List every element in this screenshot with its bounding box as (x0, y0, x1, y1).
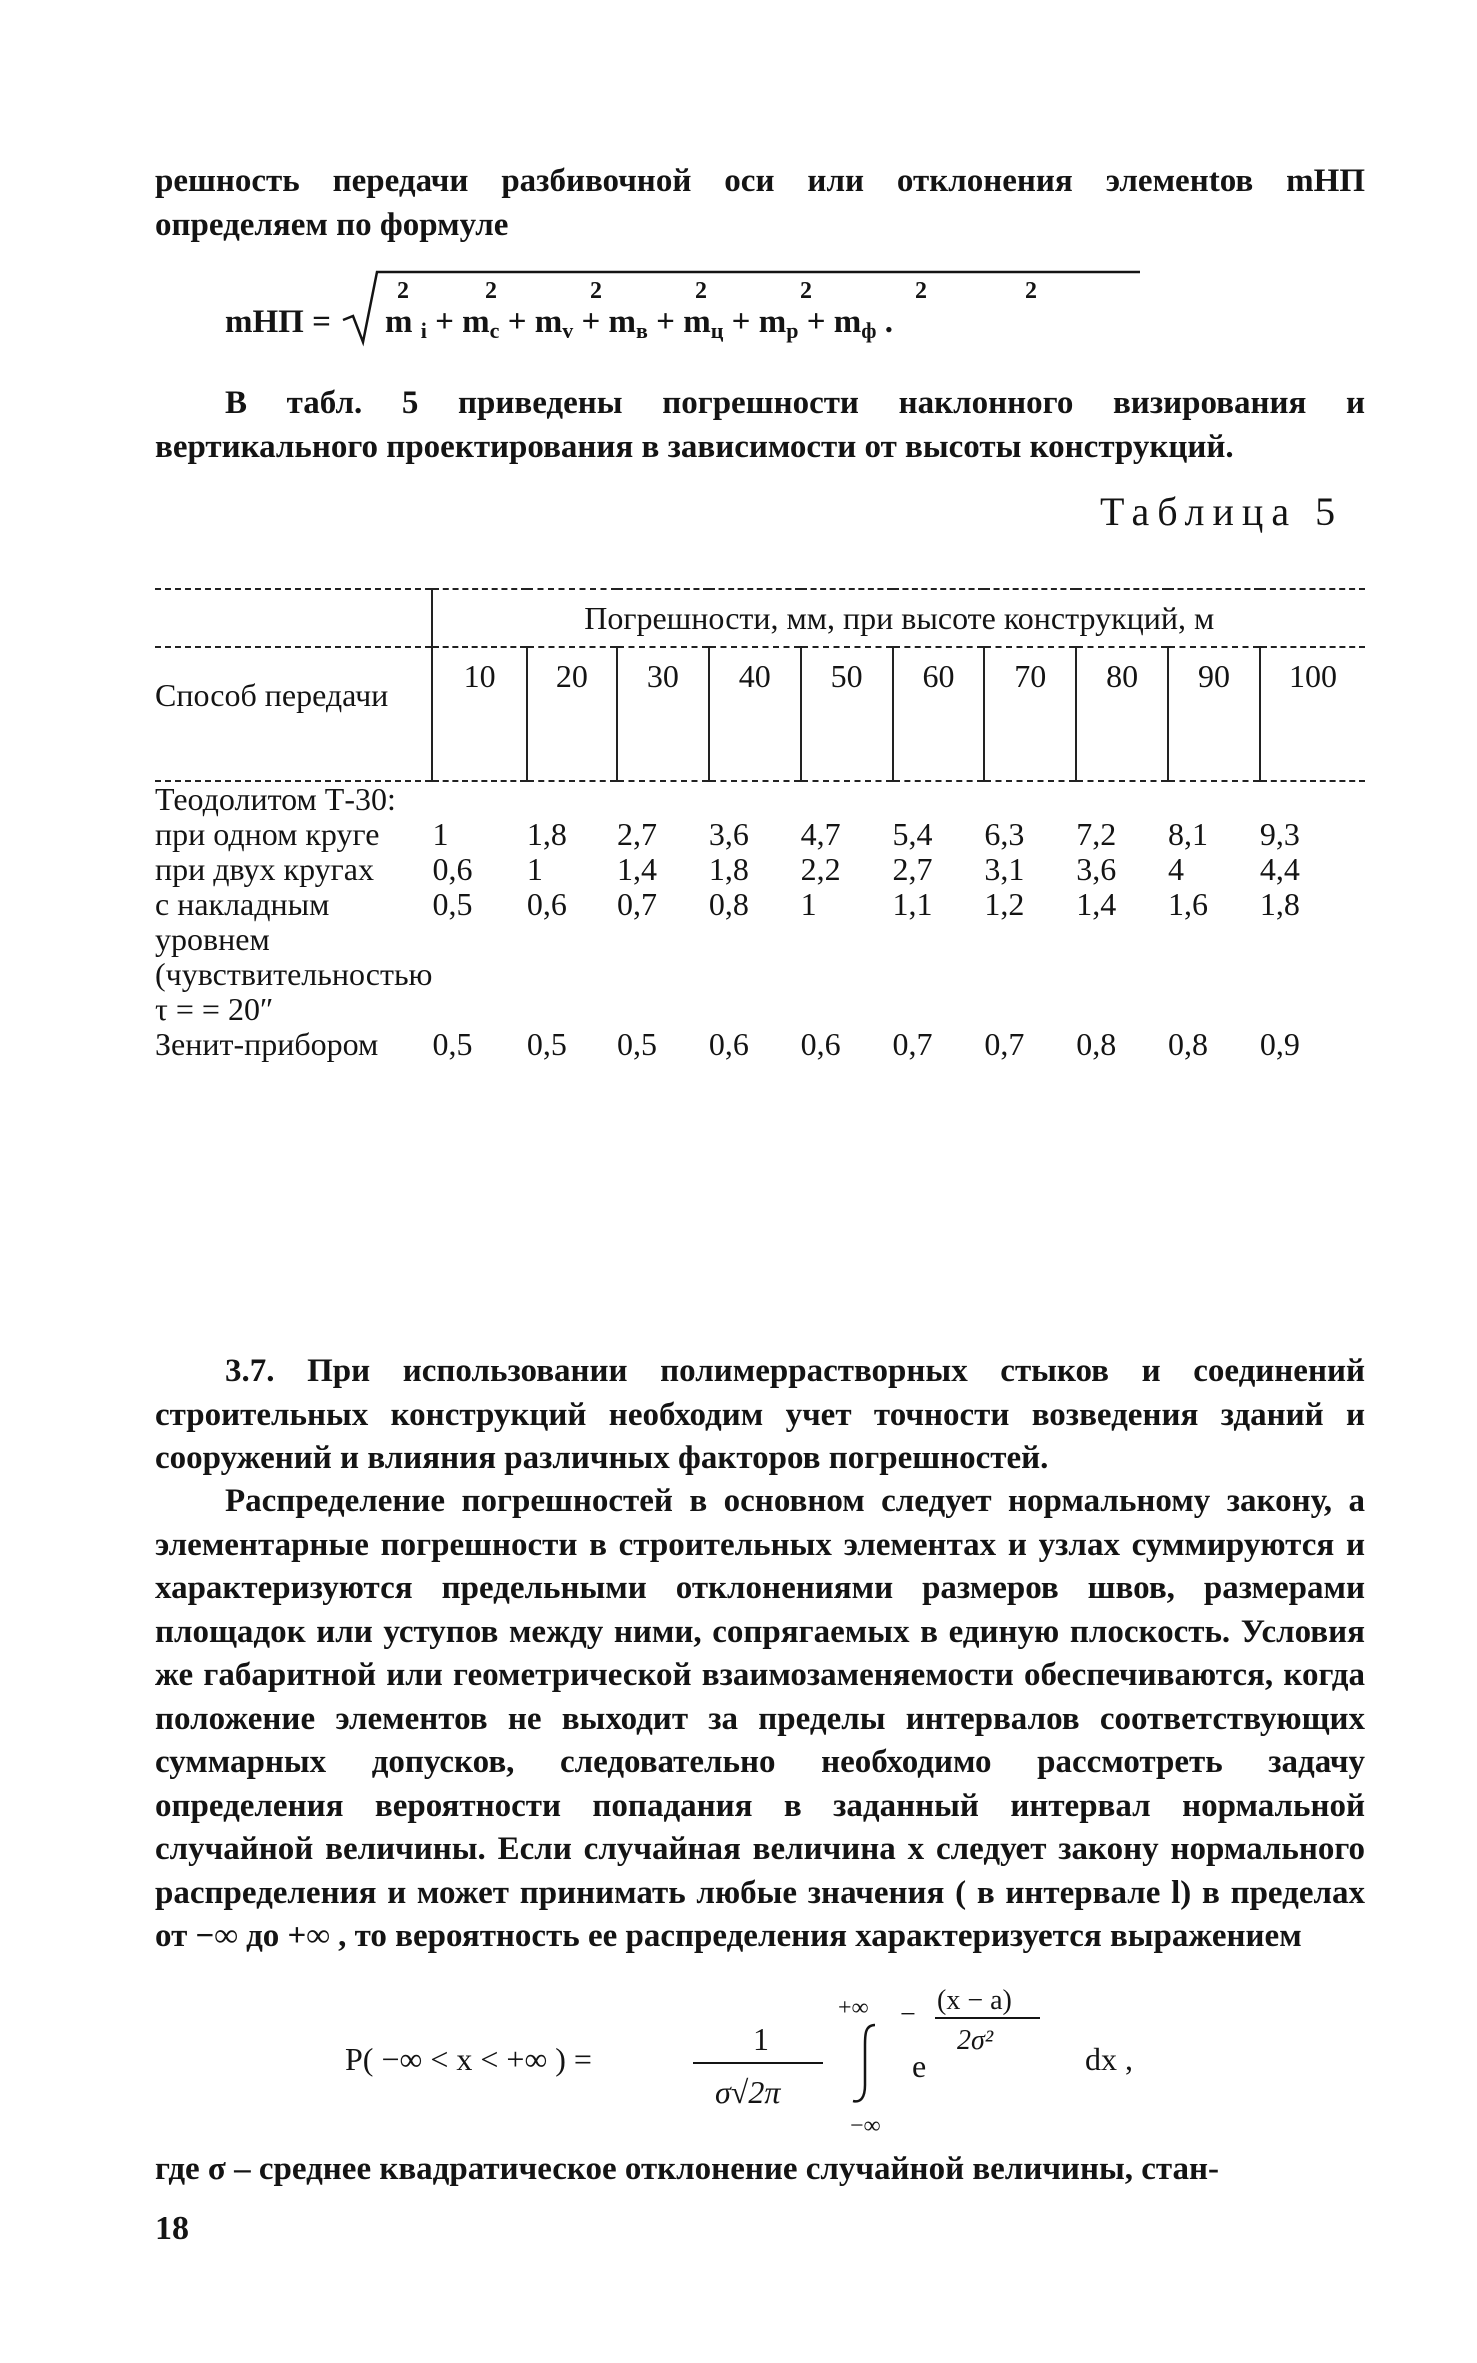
table-corner (155, 589, 432, 647)
table-cell: 0,7 (892, 1026, 933, 1062)
table-cell: 2,7 (892, 851, 933, 887)
height-header: 70 (984, 647, 1076, 781)
svg-text:2: 2 (695, 278, 707, 304)
formula-error-sum (225, 262, 1145, 361)
table-cell: 1 (526, 851, 543, 887)
table-cell: 0,5 (432, 886, 473, 922)
table-cell: 0,7 (616, 886, 657, 922)
table-cell: 0,9 (1259, 1026, 1300, 1062)
table-cell: 0,7 (984, 1026, 1025, 1062)
term-sub-2: v (562, 318, 574, 343)
table-cell: 0,5 (432, 1026, 473, 1062)
paragraph-sigma: где σ – среднее квадратическое отклонение случайной величины, стан- (155, 2151, 1219, 2187)
table-cell: 1,4 (616, 851, 657, 887)
formula2-diff: dx , (1085, 2041, 1133, 2077)
table-row (155, 1027, 1365, 1062)
table-cell: 0,5 (616, 1026, 657, 1062)
error-table (155, 588, 1365, 1062)
table-cell: 0,8 (708, 886, 749, 922)
table-cell: 0,6 (800, 1026, 841, 1062)
term-sub-4: ц (710, 318, 724, 343)
table-cell: 1,6 (1168, 886, 1209, 922)
term-sub-1: c (489, 318, 500, 343)
table-cell: 3,6 (1076, 851, 1117, 887)
table-cell: 0,8 (1076, 1026, 1117, 1062)
table-title: Таблица 5 (1100, 489, 1344, 534)
paragraph-formula-intro: решность передачи разбивочной оси или отклонения элеменtов mНП определяем по формуле (155, 163, 1365, 243)
table-cell: 1,2 (984, 886, 1025, 922)
table-cell: 1,8 (708, 851, 749, 887)
table-cell: 3,6 (708, 816, 749, 852)
table-cell: 0,5 (526, 1026, 567, 1062)
table-cell: 1 (800, 886, 817, 922)
formula1-lhs: mНП = (225, 304, 331, 340)
formula2-lhs: P( −∞ < x < +∞ ) = (345, 2041, 592, 2077)
height-header: 40 (709, 647, 801, 781)
exponent-minus: − (900, 1999, 916, 2030)
formula2-exp-denominator: 2σ² (957, 2025, 994, 2056)
height-header: 20 (527, 647, 617, 781)
paragraph-3-7: 3.7. При использовании полимеррастворных стыков и соединений строительных конструкций необходим учет точности возведения зданий и сооружений и влияния различных факторов погрешностей. (155, 1353, 1365, 1476)
svg-text:2: 2 (800, 278, 812, 304)
formula2-exp-numerator: (x − a) (937, 1985, 1012, 2016)
table-row (155, 817, 1365, 852)
height-header: 90 (1168, 647, 1260, 781)
table-row (155, 887, 1365, 1027)
term-sub-0: i (420, 318, 427, 343)
table-cell: 0,6 (526, 886, 567, 922)
table-row (155, 852, 1365, 887)
table-cell: 8,1 (1168, 816, 1209, 852)
table-cell: 0,6 (708, 1026, 749, 1062)
table-cell: 4 (1168, 851, 1185, 887)
svg-text:2: 2 (915, 278, 927, 304)
height-header: 100 (1260, 647, 1365, 781)
integral-lower: −∞ (850, 2113, 881, 2135)
svg-text:2: 2 (1025, 278, 1037, 304)
paragraph-distribution: Распределение погрешностей в основном следует нормальному закону, а элементарные погрешности в строительных элементах и узлах суммируются и характеризуются предельными отклонениями размеров швов, размерами площадок или уступов между ними, сопрягаемых в единую плоскость. Условия же габаритной или геометрической взаимозаменяемости обеспечиваются, когда положение элементов не выходит за пределы интервалов соответствующих суммарных допусков, следовательно необходимо рассмотреть задачу определения вероятности попадания в заданный интервал нормальной случайной величины. Если случайная величина x следует закону нормального распределения и может принимать любые значения ( в интервале l) в пределах от −∞ до +∞ , то вероятность ее распределения характеризуется выражением (155, 1483, 1365, 1954)
height-header: 30 (617, 647, 709, 781)
paragraph-table-intro: В табл. 5 приведены погрешности наклонного визирования и вертикального проектирования в зависимости от высоты конструкций. (155, 385, 1365, 465)
table-cell: 0,6 (432, 851, 473, 887)
table-cell: 2,2 (800, 851, 841, 887)
formula1-body: m i + mc + mv + mв + mц + mp + mф . (385, 304, 893, 343)
page-number: 18 (155, 2210, 189, 2247)
term-sub-5: p (786, 318, 799, 343)
formula-probability-svg (345, 1985, 1245, 2135)
table-cell: 1,8 (526, 816, 567, 852)
table-cell: 2,7 (616, 816, 657, 852)
table-cell: 1,4 (1076, 886, 1117, 922)
row-label: с накладным уровнем (чувствительностью τ = = 20″ (155, 886, 433, 1027)
height-header: 80 (1076, 647, 1168, 781)
formula-probability (345, 1985, 1245, 2135)
height-header: 50 (801, 647, 893, 781)
formula2-numerator: 1 (753, 2021, 769, 2057)
table-cell: 7,2 (1076, 816, 1117, 852)
table-cell: 1,1 (892, 886, 933, 922)
exponents: 2 (397, 278, 409, 304)
formula2-base: e (912, 2048, 927, 2084)
method-header: Способ передачи (155, 647, 432, 781)
row-label: при одном круге (155, 816, 380, 852)
term-sub-6: ф (861, 318, 877, 343)
table-cell: 0,8 (1168, 1026, 1209, 1062)
formula1-tail: . (884, 304, 893, 340)
svg-text:2: 2 (485, 278, 497, 304)
table-cell: 3,1 (984, 851, 1025, 887)
integral-sign (853, 2025, 875, 2101)
height-header: 60 (893, 647, 985, 781)
table-cell: 1,8 (1259, 886, 1300, 922)
integral-upper: +∞ (838, 1995, 869, 2021)
table-cell: 4,7 (800, 816, 841, 852)
table-row (155, 781, 1365, 817)
table-span-header: Погрешности, мм, при высоте конструкций, м (432, 589, 1365, 647)
row-label: при двух кругах (155, 851, 374, 887)
table-cell: 6,3 (984, 816, 1025, 852)
formula2-denominator: σ√2π (715, 2074, 781, 2110)
table-cell: 9,3 (1259, 816, 1300, 852)
group-label: Теодолитом Т-30: (155, 781, 396, 817)
height-header: 10 (432, 647, 526, 781)
table-cell: 5,4 (892, 816, 933, 852)
table-cell: 4,4 (1259, 851, 1300, 887)
row-label: Зенит-прибором (155, 1026, 379, 1062)
term-sub-3: в (636, 318, 648, 343)
table-cell: 1 (432, 816, 449, 852)
formula-error-sum-svg (225, 262, 1145, 352)
svg-text:2: 2 (590, 278, 602, 304)
